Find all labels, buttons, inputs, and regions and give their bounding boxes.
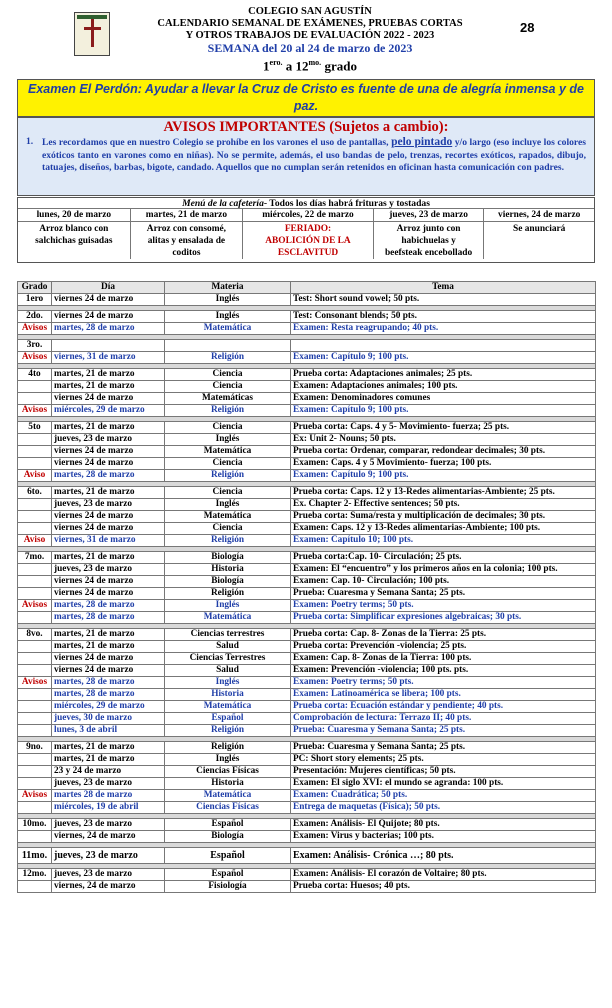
table-row <box>18 802 596 814</box>
table-row <box>18 487 596 499</box>
table-row <box>18 600 596 612</box>
cell-materia: Religión <box>165 725 291 737</box>
table-row <box>18 311 596 323</box>
cell-grado: 3ro. <box>18 340 52 352</box>
table-row <box>18 641 596 653</box>
cell-tema: Examen: Capítulo 10; 100 pts. <box>291 535 596 547</box>
cell-materia: Salud <box>165 641 291 653</box>
menu-food <box>374 222 485 259</box>
cell-dia: martes, 28 de marzo <box>52 600 165 612</box>
cell-materia: Historia <box>165 564 291 576</box>
cell-grado: 10mo. <box>18 819 52 831</box>
menu-food <box>243 222 374 259</box>
cell-grado <box>18 511 52 523</box>
cell-tema: Examen: Caps. 12 y 13-Redes alimentarias-Ambiente; 100 pts. <box>291 523 596 535</box>
table-header-row <box>18 282 596 294</box>
document-header <box>0 0 612 80</box>
cell-tema: Prueba: Cuaresma y Semana Santa; 25 pts. <box>291 588 596 600</box>
cell-materia: Español <box>165 713 291 725</box>
cell-grado: 8vo. <box>18 629 52 641</box>
menu-food-line: salchichas guisadas <box>35 236 113 246</box>
cell-grado <box>18 725 52 737</box>
school-seal-icon <box>74 12 110 56</box>
cell-grado <box>18 612 52 624</box>
menu-food <box>131 222 244 259</box>
cell-dia: viernes 24 de marzo <box>52 576 165 588</box>
cell-dia: jueves, 23 de marzo <box>52 778 165 790</box>
cell-dia: miércoles, 29 de marzo <box>52 701 165 713</box>
cell-materia: Matemática <box>165 612 291 624</box>
cell-tema: Examen: El siglo XVI: el mundo se agranda: 100 pts. <box>291 778 596 790</box>
table-row <box>18 612 596 624</box>
table-row <box>18 701 596 713</box>
cell-dia: martes, 21 de marzo <box>52 641 165 653</box>
page-number: 28 <box>520 20 535 35</box>
cell-grado <box>18 446 52 458</box>
cell-tema: Ex. Chapter 2- Effective sentences; 50 pts. <box>291 499 596 511</box>
cell-dia: martes, 21 de marzo <box>52 487 165 499</box>
cell-materia: Ciencias terrestres <box>165 629 291 641</box>
cell-dia: viernes 24 de marzo <box>52 446 165 458</box>
table-row <box>18 677 596 689</box>
cell-grado: 7mo. <box>18 552 52 564</box>
exam-banner: Examen El Perdón: Ayudar a llevar la Cruz de Cristo es fuente de una de alegría inmensa y de paz. <box>17 79 595 117</box>
cell-grado: 9no. <box>18 742 52 754</box>
cell-grado: Aviso <box>18 470 52 482</box>
cell-grado <box>18 499 52 511</box>
cell-dia: viernes 24 de marzo <box>52 653 165 665</box>
cafeteria-menu <box>17 197 595 263</box>
cell-tema: Entrega de maquetas (Física); 50 pts. <box>291 802 596 814</box>
cell-tema: Prueba corta: Adaptaciones animales; 25 pts. <box>291 369 596 381</box>
table-row <box>18 564 596 576</box>
menu-food-line: Arroz con consomé, <box>146 224 227 234</box>
cell-dia: viernes 24 de marzo <box>52 511 165 523</box>
cell-materia: Matemática <box>165 701 291 713</box>
cell-dia: martes, 21 de marzo <box>52 369 165 381</box>
cell-materia: Religión <box>165 588 291 600</box>
cell-materia: Español <box>165 869 291 881</box>
cell-tema: Test: Short sound vowel; 50 pts. <box>291 294 596 306</box>
menu-day: miércoles, 22 de marzo <box>243 209 374 221</box>
cell-dia: viernes, 31 de marzo <box>52 535 165 547</box>
cell-dia: martes, 21 de marzo <box>52 754 165 766</box>
table-row <box>18 552 596 564</box>
school-name: COLEGIO SAN AGUSTÍN <box>248 6 372 17</box>
cell-dia: martes, 28 de marzo <box>52 470 165 482</box>
cell-dia: martes, 21 de marzo <box>52 381 165 393</box>
cell-materia: Religión <box>165 352 291 364</box>
table-row <box>18 323 596 335</box>
cell-tema: Prueba: Cuaresma y Semana Santa; 25 pts. <box>291 742 596 754</box>
cell-grado <box>18 588 52 600</box>
menu-food <box>18 222 131 259</box>
cell-materia: Ciencia <box>165 369 291 381</box>
cell-grado <box>18 458 52 470</box>
cell-dia: martes, 28 de marzo <box>52 689 165 701</box>
cell-dia: viernes, 24 de marzo <box>52 881 165 893</box>
calendar-title-line-1: CALENDARIO SEMANAL DE EXÁMENES, PRUEBAS CORTAS <box>157 18 463 29</box>
cell-dia: viernes 24 de marzo <box>52 393 165 405</box>
cell-materia: Ciencia <box>165 381 291 393</box>
cell-materia: Inglés <box>165 499 291 511</box>
cell-materia: Biología <box>165 552 291 564</box>
cell-tema: Examen: Capítulo 9; 100 pts. <box>291 405 596 417</box>
cell-grado: Aviso <box>18 535 52 547</box>
table-row <box>18 848 596 864</box>
cell-materia: Ciencias Terrestres <box>165 653 291 665</box>
cell-materia: Religión <box>165 470 291 482</box>
menu-food-line: FERIADO: <box>284 224 332 234</box>
cell-grado <box>18 778 52 790</box>
grade-range: $1^{ero.}$ a $12^{mo.}$ grado <box>263 58 357 74</box>
exam-schedule-table <box>17 281 596 893</box>
cell-materia: Inglés <box>165 294 291 306</box>
table-row <box>18 352 596 364</box>
menu-food-line: alitas y ensalada de <box>147 236 226 246</box>
cell-tema: Examen: Virus y bacterias; 100 pts. <box>291 831 596 843</box>
menu-food-line: Se anunciará <box>513 224 566 234</box>
header-materia: Materia <box>165 282 291 294</box>
cell-grado <box>18 393 52 405</box>
cell-tema: Examen: Resta reagrupando; 40 pts. <box>291 323 596 335</box>
cell-materia: Religión <box>165 405 291 417</box>
cell-grado <box>18 434 52 446</box>
menu-day: viernes, 24 de marzo <box>498 210 581 220</box>
cell-grado: Avisos <box>18 677 52 689</box>
table-row <box>18 790 596 802</box>
table-row <box>18 511 596 523</box>
cell-dia: martes, 28 de marzo <box>52 612 165 624</box>
table-row <box>18 725 596 737</box>
cell-dia: viernes 24 de marzo <box>52 294 165 306</box>
cell-grado <box>18 754 52 766</box>
menu-day: martes, 21 de marzo <box>131 209 244 221</box>
cell-materia: Historia <box>165 689 291 701</box>
cell-tema: Examen: Análisis- El corazón de Voltaire; 80 pts. <box>291 869 596 881</box>
cell-materia: Salud <box>165 665 291 677</box>
table-row <box>18 576 596 588</box>
table-row <box>18 294 596 306</box>
cell-grado <box>18 381 52 393</box>
cell-grado <box>18 713 52 725</box>
cell-grado: 1ero <box>18 294 52 306</box>
cell-tema: Prueba corta: Cap. 8- Zonas de la Tierra: 25 pts. <box>291 629 596 641</box>
cell-tema: PC: Short story elements; 25 pts. <box>291 754 596 766</box>
cell-grado <box>18 831 52 843</box>
cell-dia: martes, 21 de marzo <box>52 552 165 564</box>
cell-materia: Ciencia <box>165 458 291 470</box>
cell-tema: Examen: El “encuentro” y los primeros años en la colonia; 100 pts. <box>291 564 596 576</box>
table-row <box>18 405 596 417</box>
table-row <box>18 819 596 831</box>
cell-materia: Matemática <box>165 511 291 523</box>
cell-dia: viernes 24 de marzo <box>52 458 165 470</box>
cell-tema: Test: Consonant blends; 50 pts. <box>291 311 596 323</box>
cell-dia: 23 y 24 de marzo <box>52 766 165 778</box>
cell-grado <box>18 665 52 677</box>
table-row <box>18 766 596 778</box>
cell-grado: 5to <box>18 422 52 434</box>
cell-dia: jueves, 23 de marzo <box>52 434 165 446</box>
cell-materia: Matemática <box>165 323 291 335</box>
cell-grado: 6to. <box>18 487 52 499</box>
cell-dia: martes, 21 de marzo <box>52 422 165 434</box>
cell-grado <box>18 641 52 653</box>
header-dia: Día <box>52 282 165 294</box>
cell-tema: Examen: Prevención -violencia; 100 pts. pts. <box>291 665 596 677</box>
cell-grado: Avisos <box>18 405 52 417</box>
cell-dia: viernes, 24 de marzo <box>52 831 165 843</box>
table-row <box>18 713 596 725</box>
cell-dia: miércoles, 19 de abril <box>52 802 165 814</box>
cell-dia: lunes, 3 de abril <box>52 725 165 737</box>
cell-dia: martes, 21 de marzo <box>52 629 165 641</box>
cell-dia: viernes 24 de marzo <box>52 523 165 535</box>
cell-tema: Prueba corta: Ordenar, comparar, redondear decimales; 30 pts. <box>291 446 596 458</box>
menu-food-line: Arroz junto con <box>396 224 461 234</box>
cell-materia: Español <box>165 819 291 831</box>
cell-grado: Avisos <box>18 352 52 364</box>
cell-dia: viernes 24 de marzo <box>52 665 165 677</box>
menu-day: lunes, 20 de marzo <box>18 209 131 221</box>
cell-tema: Examen: Capítulo 9; 100 pts. <box>291 352 596 364</box>
menu-food-line: ESCLAVITUD <box>277 248 339 258</box>
table-row <box>18 629 596 641</box>
cell-tema: Presentación: Mujeres científicas; 50 pts. <box>291 766 596 778</box>
cell-dia: jueves, 23 de marzo <box>52 848 165 864</box>
cell-tema: Examen: Análisis- Crónica …; 80 pts. <box>291 848 596 864</box>
cell-dia: martes 28 de marzo <box>52 790 165 802</box>
cell-grado <box>18 653 52 665</box>
cell-dia: jueves, 23 de marzo <box>52 564 165 576</box>
table-row <box>18 665 596 677</box>
menu-title: Menú de la cafetería- Todos los días habrá frituras y tostadas <box>18 198 594 209</box>
cell-tema: Examen: Denominadores comunes <box>291 393 596 405</box>
cell-tema: Prueba corta: Caps. 12 y 13-Redes alimentarias-Ambiente; 25 pts. <box>291 487 596 499</box>
cell-materia: Biología <box>165 576 291 588</box>
notice-number: 1. <box>26 136 34 147</box>
table-row <box>18 499 596 511</box>
cell-grado: 11mo. <box>18 848 52 864</box>
table-row <box>18 535 596 547</box>
cell-tema: Examen: Poetry terms; 50 pts. <box>291 677 596 689</box>
cell-dia: jueves, 23 de marzo <box>52 499 165 511</box>
cell-dia: jueves, 23 de marzo <box>52 819 165 831</box>
cell-tema: Examen: Latinoamérica se libera; 100 pts. <box>291 689 596 701</box>
cell-tema: Examen: Poetry terms; 50 pts. <box>291 600 596 612</box>
cell-grado: Avisos <box>18 600 52 612</box>
cell-materia: Matemática <box>165 446 291 458</box>
menu-food-line: beefsteak encebollado <box>384 248 473 258</box>
cell-grado <box>18 766 52 778</box>
table-row <box>18 588 596 600</box>
cell-materia: Biología <box>165 831 291 843</box>
cell-tema: Examen: Adaptaciones animales; 100 pts. <box>291 381 596 393</box>
table-row <box>18 393 596 405</box>
cell-materia: Ciencia <box>165 487 291 499</box>
week-label: SEMANA del 20 al 24 de marzo de 2023 <box>207 41 413 55</box>
cell-dia: viernes 24 de marzo <box>52 311 165 323</box>
cell-grado <box>18 576 52 588</box>
table-row <box>18 742 596 754</box>
menu-food <box>484 222 594 259</box>
table-row <box>18 340 596 352</box>
cell-tema: Prueba corta: Simplificar expresiones algebraicas; 30 pts. <box>291 612 596 624</box>
table-row <box>18 754 596 766</box>
important-notices <box>17 117 595 196</box>
menu-food-line: coditos <box>172 248 201 258</box>
cell-tema: Ex: Unit 2- Nouns; 50 pts. <box>291 434 596 446</box>
table-row <box>18 881 596 893</box>
cell-materia: Inglés <box>165 600 291 612</box>
table-row <box>18 831 596 843</box>
table-row <box>18 458 596 470</box>
cell-grado: 12mo. <box>18 869 52 881</box>
cell-tema: Examen: Análisis- El Quijote; 80 pts. <box>291 819 596 831</box>
cell-materia: Ciencia <box>165 523 291 535</box>
cell-materia: Inglés <box>165 754 291 766</box>
cell-tema: Prueba corta: Suma/resta y multiplicación de decimales; 30 pts. <box>291 511 596 523</box>
cell-dia: miércoles, 29 de marzo <box>52 405 165 417</box>
cell-materia: Ciencias Físicas <box>165 766 291 778</box>
cell-tema: Examen: Capítulo 9; 100 pts. <box>291 470 596 482</box>
cell-grado: 4to <box>18 369 52 381</box>
cell-tema: Examen: Cuadrática; 50 pts. <box>291 790 596 802</box>
cell-materia: Español <box>165 848 291 864</box>
table-row <box>18 869 596 881</box>
cell-grado <box>18 802 52 814</box>
cell-grado <box>18 881 52 893</box>
table-row <box>18 689 596 701</box>
cell-dia: jueves, 30 de marzo <box>52 713 165 725</box>
cell-tema: Prueba corta:Cap. 10- Circulación; 25 pts. <box>291 552 596 564</box>
cell-grado: Avisos <box>18 790 52 802</box>
cell-materia: Ciencias Físicas <box>165 802 291 814</box>
cell-grado <box>18 701 52 713</box>
table-row <box>18 422 596 434</box>
header-grado: Grado <box>18 282 52 294</box>
cell-tema: Prueba corta: Caps. 4 y 5- Movimiento- fuerza; 25 pts. <box>291 422 596 434</box>
cell-tema: Comprobación de lectura: Terrazo II; 40 pts. <box>291 713 596 725</box>
menu-food-line: ABOLICIÓN DE LA <box>265 236 351 246</box>
cell-dia: martes, 28 de marzo <box>52 323 165 335</box>
table-row <box>18 778 596 790</box>
cell-materia: Inglés <box>165 677 291 689</box>
table-row <box>18 446 596 458</box>
table-row <box>18 434 596 446</box>
notice-item: 1. Les recordamos que en nuestro Colegio se prohíbe en los varones el uso de pantallas, pelo pintado y/o largo (eso incluye los colores exóticos tanto en varones como en niñas). No se permite, además, el uso bandas de pelo, trenzas, recortes exóticos, rapados, dibujo, tatuajes, diseños, barbas, bigote, candado. Aquellos que no cumplan serán retenidos en oficinan hasta comunicación con padres. <box>26 136 586 173</box>
cell-materia: Fisiología <box>165 881 291 893</box>
cell-tema <box>291 340 596 352</box>
cell-tema: Examen: Caps. 4 y 5 Movimiento- fuerza; 100 pts. <box>291 458 596 470</box>
cell-materia: Religión <box>165 535 291 547</box>
notices-title: AVISOS IMPORTANTES (Sujetos a cambio): <box>163 119 449 135</box>
cell-grado <box>18 523 52 535</box>
cell-materia: Religión <box>165 742 291 754</box>
cell-dia: viernes 24 de marzo <box>52 588 165 600</box>
cell-tema: Prueba corta: Ecuación estándar y pendiente; 40 pts. <box>291 701 596 713</box>
cell-materia: Historia <box>165 778 291 790</box>
cell-materia: Matemáticas <box>165 393 291 405</box>
cell-grado: Avisos <box>18 323 52 335</box>
cell-tema: Prueba corta: Huesos; 40 pts. <box>291 881 596 893</box>
cell-materia: Inglés <box>165 311 291 323</box>
menu-food-line: habichuelas y <box>401 236 456 246</box>
cell-grado <box>18 564 52 576</box>
cell-materia: Inglés <box>165 434 291 446</box>
table-row <box>18 523 596 535</box>
cell-tema: Prueba corta: Prevención -violencia; 25 pts. <box>291 641 596 653</box>
cell-dia: martes, 21 de marzo <box>52 742 165 754</box>
table-row <box>18 381 596 393</box>
cell-materia <box>165 340 291 352</box>
table-row <box>18 470 596 482</box>
table-row <box>18 653 596 665</box>
notice-highlight: pelo pintado <box>391 136 453 148</box>
menu-day: jueves, 23 de marzo <box>374 209 485 221</box>
cell-grado: 2do. <box>18 311 52 323</box>
cell-dia <box>52 340 165 352</box>
cell-tema: Examen: Cap. 10- Circulación; 100 pts. <box>291 576 596 588</box>
cell-dia: viernes, 31 de marzo <box>52 352 165 364</box>
cell-materia: Matemática <box>165 790 291 802</box>
cell-tema: Examen: Cap. 8- Zonas de la Tierra: 100 pts. <box>291 653 596 665</box>
table-row <box>18 369 596 381</box>
cell-tema: Prueba: Cuaresma y Semana Santa; 25 pts. <box>291 725 596 737</box>
cell-dia: jueves, 23 de marzo <box>52 869 165 881</box>
cell-materia: Ciencia <box>165 422 291 434</box>
menu-food-line: Arroz blanco con <box>39 224 109 234</box>
cell-grado <box>18 689 52 701</box>
calendar-title-line-2: Y OTROS TRABAJOS DE EVALUACIÓN 2022 - 2023 <box>185 30 435 41</box>
cell-dia: martes, 28 de marzo <box>52 677 165 689</box>
header-tema: Tema <box>291 282 596 294</box>
